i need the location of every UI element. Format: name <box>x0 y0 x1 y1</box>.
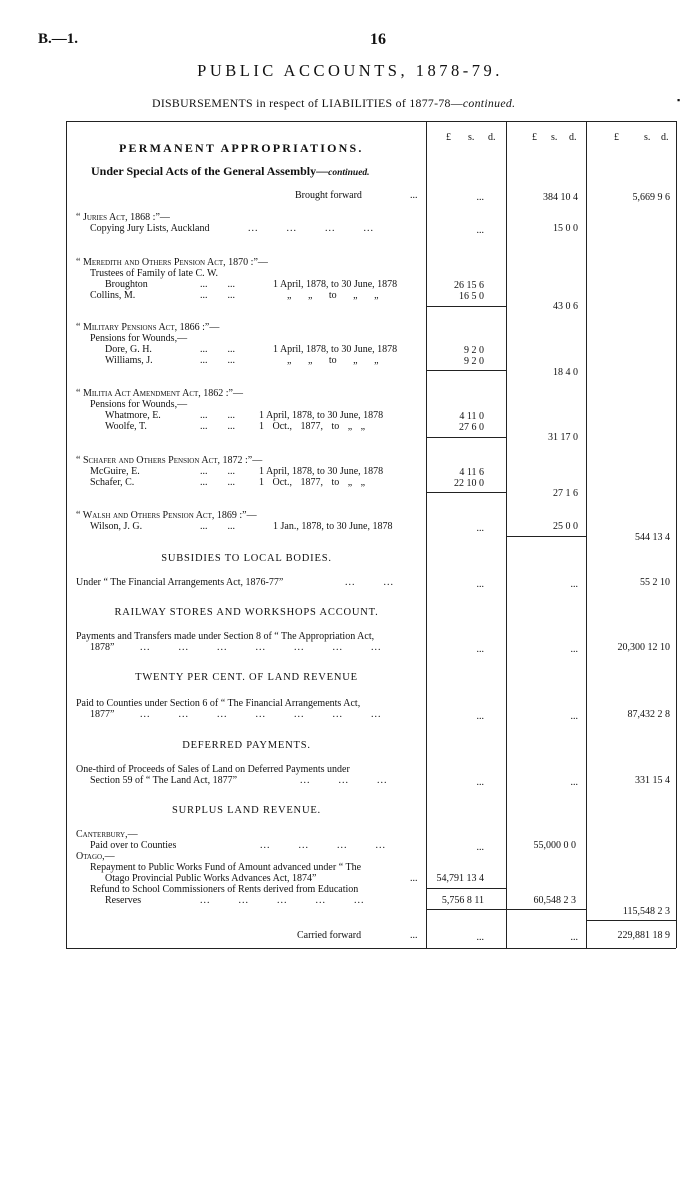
leader-dots: ... ... <box>200 466 235 477</box>
leader-dots: ... <box>410 930 418 941</box>
military-period-1: „ „ to „ „ <box>287 355 379 366</box>
bf-col2: 384 10 4 <box>543 192 578 203</box>
subsidies-col3: 55 2 10 <box>640 577 670 588</box>
section-title-subsidies: SUBSIDIES TO LOCAL BODIES. <box>161 553 332 564</box>
refund-col1: 5,756 8 11 <box>441 895 484 906</box>
meredith-line0: Trustees of Family of late C. W. <box>90 268 218 279</box>
militia-period-1: 1 Oct., 1877, to „ „ <box>259 421 366 432</box>
brought-forward-label: Brought forward <box>295 190 362 201</box>
schafer-period-1: 1 Oct., 1877, to „ „ <box>259 477 366 488</box>
military-name-1: Williams, J. <box>105 355 153 366</box>
twenty-line2: 1877” <box>90 709 115 720</box>
leader-dots: ... ... ... ... ... ... ... <box>140 642 382 653</box>
otago-line1: Repayment to Public Works Fund of Amount advanced under “ The <box>90 862 362 873</box>
col2-pound-head: £ <box>532 132 537 143</box>
leader-dots: ... ... <box>200 410 235 421</box>
leader-dots: ... ... ... ... <box>260 840 386 851</box>
leader-dots: ... ... <box>200 344 235 355</box>
leader-dots: ... ... <box>200 355 235 366</box>
table-left-rule <box>66 121 67 948</box>
walsh-col2: 25 0 0 <box>553 521 578 532</box>
juries-col2: 15 0 0 <box>553 223 578 234</box>
schafer-amount-0: 4 11 6 <box>459 467 484 478</box>
section-title-surplus: SURPLUS LAND REVENUE. <box>172 805 321 816</box>
page-number: 16 <box>370 31 386 48</box>
col2-pence-head: d. <box>569 132 577 143</box>
table-right-rule <box>676 121 677 948</box>
deferred-line1: One-third of Proceeds of Sales of Land on Deferred Payments under <box>76 764 350 775</box>
col1-pound-head: £ <box>446 132 451 143</box>
walsh-period: 1 Jan., 1878, to 30 June, 1878 <box>273 521 393 532</box>
meredith-name-1: Collins, M. <box>90 290 136 301</box>
carried-forward-label: Carried forward <box>297 930 362 941</box>
margin-mark: ▪ <box>677 95 681 105</box>
col3-total-rule <box>586 920 676 921</box>
militia-name-1: Woolfe, T. <box>105 421 147 432</box>
meredith-amount-0: 26 15 6 <box>454 280 484 291</box>
leader-dots: ... ... ... ... ... ... ... <box>140 709 382 720</box>
walsh-col1: ... <box>476 523 484 534</box>
military-total: 18 4 0 <box>553 367 578 378</box>
railway-line2: 1878” <box>90 642 115 653</box>
leader-dots: ... ... <box>345 577 394 588</box>
cf-col3: 229,881 18 9 <box>617 930 670 941</box>
militia-line0: Pensions for Wounds,— <box>90 399 188 410</box>
railway-col2: ... <box>570 644 578 655</box>
section-title-permanent: PERMANENT APPROPRIATIONS. <box>119 141 364 155</box>
juries-col1: ... <box>476 225 484 236</box>
table-bottom-rule <box>66 948 676 949</box>
military-act: “ Military Pensions Act, 1866 :”— <box>76 322 220 333</box>
permanent-subtitle-continued: continued. <box>328 168 370 178</box>
bf-col1: ... <box>476 192 484 203</box>
leader-dots: ... ... ... ... ... <box>200 895 365 906</box>
twenty-col3: 87,432 2 8 <box>627 709 670 720</box>
canterbury-line: Paid over to Counties <box>90 840 177 851</box>
section-title-twenty-per-cent: TWENTY PER CENT. OF LAND REVENUE <box>135 672 358 683</box>
col2-rule <box>506 121 507 948</box>
twenty-col2: ... <box>570 711 578 722</box>
subsidies-col2: ... <box>570 579 578 590</box>
permanent-section-total: 544 13 4 <box>635 532 670 543</box>
surplus-subtotal-rule <box>426 909 586 910</box>
col3-shilling-head: s. <box>644 132 651 143</box>
militia-subtotal-rule <box>426 437 506 438</box>
leader-dots: ... ... <box>200 521 235 532</box>
col1-pence-head: d. <box>488 132 496 143</box>
schafer-name-0: McGuire, E. <box>90 466 140 477</box>
permanent-subtitle-main: Under Special Acts of the General Assembly— <box>91 164 329 178</box>
deferred-line2: Section 59 of “ The Land Act, 1877” <box>90 775 238 786</box>
militia-act: “ Militia Act Amendment Act, 1862 :”— <box>76 388 243 399</box>
leader-dots: ... <box>410 190 418 201</box>
otago-line2: Otago Provincial Public Works Advances Act, 1874” <box>105 873 317 884</box>
deferred-col1: ... <box>476 777 484 788</box>
militia-amount-0: 4 11 0 <box>459 411 484 422</box>
page-title: PUBLIC ACCOUNTS, 1878-79. <box>197 61 503 80</box>
leader-dots: ... ... ... <box>300 775 388 786</box>
railway-line1: Payments and Transfers made under Section 8 of “ The Appropriation Act, <box>76 631 375 642</box>
meredith-period-1: „ „ to „ „ <box>287 290 379 301</box>
schafer-subtotal-rule <box>426 492 506 493</box>
leader-dots: ... ... <box>200 477 235 488</box>
leader-dots: ... ... <box>200 421 235 432</box>
cf-col1: ... <box>476 932 484 943</box>
schafer-period-0: 1 April, 1878, to 30 June, 1878 <box>259 466 384 477</box>
table-top-rule <box>66 121 676 122</box>
meredith-subtotal-rule <box>426 306 506 307</box>
militia-amount-1: 27 6 0 <box>459 422 484 433</box>
leader-dots: ... <box>410 873 418 884</box>
meredith-amount-1: 16 5 0 <box>459 291 484 302</box>
railway-col1: ... <box>476 644 484 655</box>
schafer-act: “ Schafer and Others Pension Act, 1872 :”— <box>76 455 263 466</box>
otago-col1: 54,791 13 4 <box>436 873 484 884</box>
subsidies-line: Under “ The Financial Arrangements Act, 1876-77” <box>76 577 284 588</box>
col3-pound-head: £ <box>614 132 619 143</box>
military-subtotal-rule <box>426 370 506 371</box>
document-code: B.—1. <box>38 31 79 47</box>
meredith-total: 43 0 6 <box>553 301 578 312</box>
military-name-0: Dore, G. H. <box>105 344 152 355</box>
militia-total: 31 17 0 <box>548 432 578 443</box>
surplus-section-total: 115,548 2 3 <box>622 906 670 917</box>
twenty-line1: Paid to Counties under Section 6 of “ The Financial Arrangements Act, <box>76 698 361 709</box>
deferred-col2: ... <box>570 777 578 788</box>
col3-rule <box>586 121 587 948</box>
militia-name-0: Whatmore, E. <box>105 410 161 421</box>
col2-shilling-head: s. <box>551 132 558 143</box>
juries-line: Copying Jury Lists, Auckland <box>90 223 210 234</box>
walsh-name: Wilson, J. G. <box>90 521 143 532</box>
military-line0: Pensions for Wounds,— <box>90 333 188 344</box>
twenty-col1: ... <box>476 711 484 722</box>
deferred-col3: 331 15 4 <box>635 775 670 786</box>
otago-heading: Otago,— <box>76 851 115 862</box>
military-amount-0: 9 2 0 <box>464 345 484 356</box>
walsh-subtotal-rule <box>506 536 586 537</box>
meredith-act: “ Meredith and Others Pension Act, 1870 :”— <box>76 257 268 268</box>
leader-dots: ... ... <box>200 290 235 301</box>
section-title-deferred: DEFERRED PAYMENTS. <box>182 740 311 751</box>
page-subtitle <box>152 96 515 111</box>
meredith-name-0: Broughton <box>105 279 148 290</box>
refund-col2: 60,548 2 3 <box>533 895 576 906</box>
schafer-total: 27 1 6 <box>553 488 578 499</box>
railway-col3: 20,300 12 10 <box>617 642 670 653</box>
col1-shilling-head: s. <box>468 132 475 143</box>
section-title-railway: RAILWAY STORES AND WORKSHOPS ACCOUNT. <box>114 607 379 618</box>
juries-act: “ Juries Act, 1868 :”— <box>76 212 170 223</box>
canterbury-col2: 55,000 0 0 <box>533 840 576 851</box>
subtitle-continued: continued. <box>462 96 516 110</box>
meredith-period-0: 1 April, 1878, to 30 June, 1878 <box>273 279 398 290</box>
militia-period-0: 1 April, 1878, to 30 June, 1878 <box>259 410 384 421</box>
subsidies-col1: ... <box>476 579 484 590</box>
col3-pence-head: d. <box>661 132 669 143</box>
otago-rule <box>426 888 506 889</box>
col1-rule <box>426 121 427 948</box>
schafer-name-1: Schafer, C. <box>90 477 135 488</box>
military-period-0: 1 April, 1878, to 30 June, 1878 <box>273 344 398 355</box>
canterbury-heading: Canterbury,— <box>76 829 138 840</box>
subtitle-main: DISBURSEMENTS in respect of LIABILITIES of 1877-78— <box>152 96 463 110</box>
canterbury-col1: ... <box>476 842 484 853</box>
cf-col2: ... <box>570 932 578 943</box>
refund-line1: Refund to School Commissioners of Rents derived from Education <box>90 884 359 895</box>
walsh-act: “ Walsh and Others Pension Act, 1869 :”— <box>76 510 257 521</box>
schafer-amount-1: 22 10 0 <box>454 478 484 489</box>
bf-col3: 5,669 9 6 <box>632 192 670 203</box>
refund-line2: Reserves <box>105 895 142 906</box>
leader-dots: ... ... ... ... <box>248 223 374 234</box>
leader-dots: ... ... <box>200 279 235 290</box>
military-amount-1: 9 2 0 <box>464 356 484 367</box>
permanent-subtitle <box>91 166 370 179</box>
